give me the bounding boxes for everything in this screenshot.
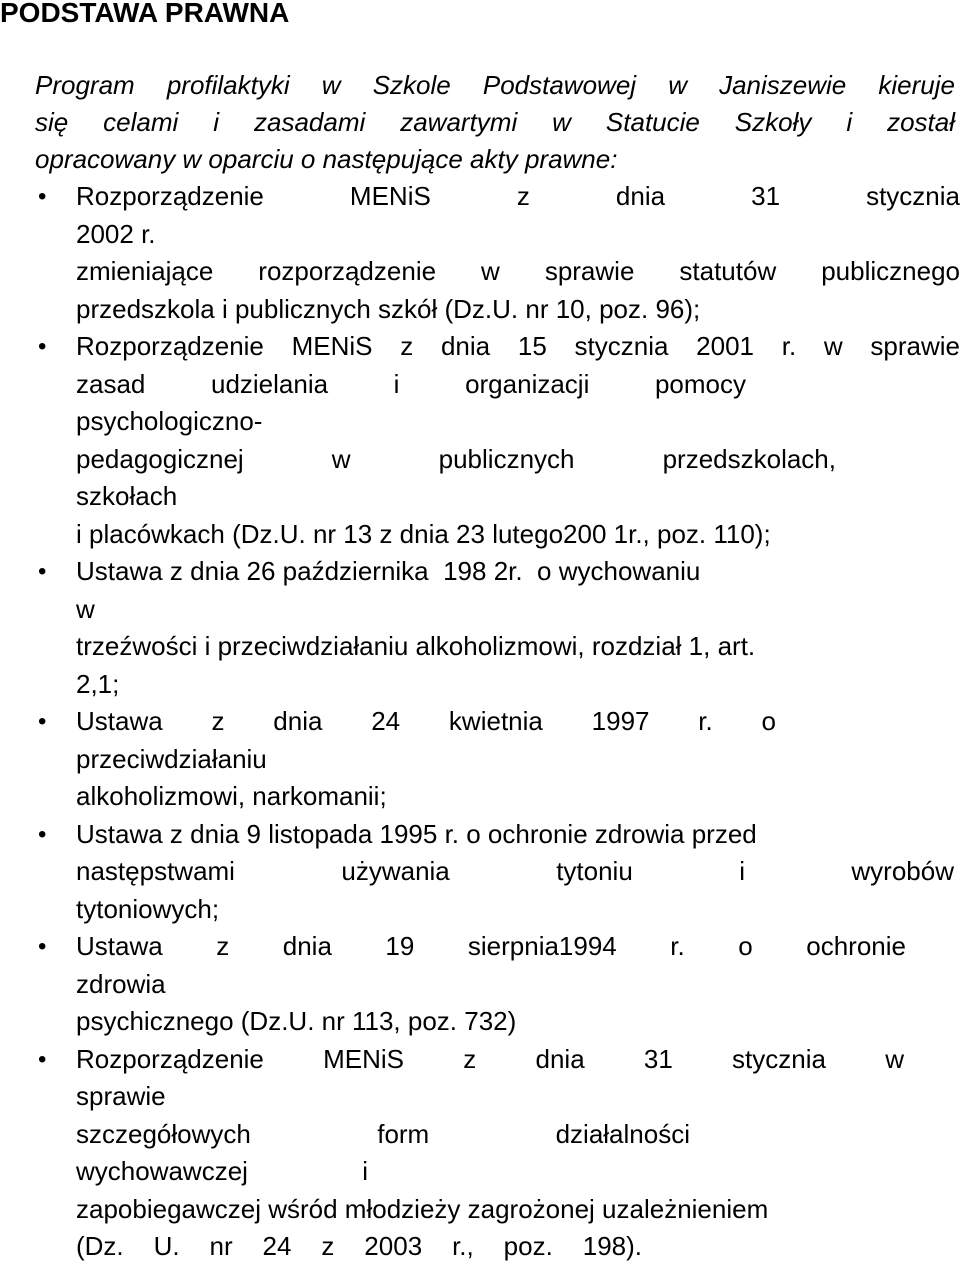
document-heading: PODSTAWA PRAWNA: [0, 0, 290, 28]
intro-paragraph: [35, 67, 955, 178]
list-item: [0, 178, 960, 328]
item-line: (Dz. U. nr 24 z 2003 r., poz. 198).: [76, 1231, 642, 1261]
item-line: szkołach: [76, 481, 178, 511]
list-item: [0, 328, 960, 553]
bullet-icon: •: [38, 933, 47, 960]
item-line: pedagogicznej w publicznych przedszkolach,: [76, 443, 836, 474]
intro-line: Program profilaktyki w Szkole Podstawowej w Janiszewie kieruje: [35, 70, 955, 100]
intro-line: się celami i zasadami zawartymi w Statucie Szkoły i został: [35, 107, 955, 137]
item-line: Ustawa z dnia 26 października 198 2r. o wychowaniu: [76, 556, 701, 586]
bullet-icon: •: [38, 333, 47, 360]
item-line: zdrowia: [76, 968, 166, 999]
item-line: 2002 r.: [76, 218, 156, 249]
list-item: [0, 816, 960, 929]
item-line: Rozporządzenie MENiS z dnia 31 stycznia w: [76, 1043, 904, 1074]
bullet-icon: •: [38, 1045, 47, 1073]
bullet-icon: •: [38, 708, 47, 735]
item-line: tytoniowych;: [76, 893, 220, 924]
item-line: i placówkach (Dz.U. nr 13 z dnia 23 lutego200 1r., poz. 110);: [76, 518, 771, 549]
list-item: [0, 553, 960, 703]
item-line: zasad udzielania i organizacji pomocy: [76, 368, 746, 399]
intro-line: opracowany w oparciu o następujące akty prawne:: [35, 144, 618, 174]
bullet-icon: •: [38, 558, 47, 585]
item-line: zmieniające rozporządzenie w sprawie statutów publicznego: [76, 256, 960, 286]
item-line: przedszkola i publicznych szkół (Dz.U. nr 10, poz. 96);: [76, 293, 701, 324]
list-item: [0, 928, 960, 1041]
bullet-icon: •: [38, 820, 47, 848]
item-line: Rozporządzenie MENiS z dnia 31 stycznia: [76, 181, 960, 211]
item-line: alkoholizmowi, narkomanii;: [76, 781, 387, 811]
list-item: [0, 1041, 960, 1266]
item-line: 2,1;: [76, 668, 120, 699]
item-line: Ustawa z dnia 9 listopada 1995 r. o ochronie zdrowia przed: [76, 818, 757, 849]
list-item: [0, 703, 960, 816]
item-line: wychowawczej i: [76, 1156, 368, 1186]
item-line: Ustawa z dnia 24 kwietnia 1997 r. o: [76, 706, 776, 736]
item-line: Ustawa z dnia 19 sierpnia1994 r. o ochronie: [76, 931, 906, 961]
item-line: w: [76, 593, 95, 624]
item-line: trzeźwości i przeciwdziałaniu alkoholizmowi, rozdział 1, art.: [76, 631, 756, 661]
item-line: sprawie: [76, 1081, 166, 1111]
legal-acts-list: [0, 178, 960, 1266]
item-line: zapobiegawczej wśród młodzieży zagrożonej uzależnieniem: [76, 1193, 769, 1224]
item-line: następstwami używania tytoniu i wyrobów: [76, 856, 954, 886]
item-line: przeciwdziałaniu: [76, 743, 267, 774]
item-line: szczegółowych form działalności: [76, 1118, 690, 1149]
item-line: Rozporządzenie MENiS z dnia 15 stycznia 2001 r. w sprawie: [76, 331, 960, 361]
item-line: psychologiczno-: [76, 406, 263, 436]
bullet-icon: •: [38, 183, 47, 210]
item-line: psychicznego (Dz.U. nr 113, poz. 732): [76, 1006, 517, 1036]
